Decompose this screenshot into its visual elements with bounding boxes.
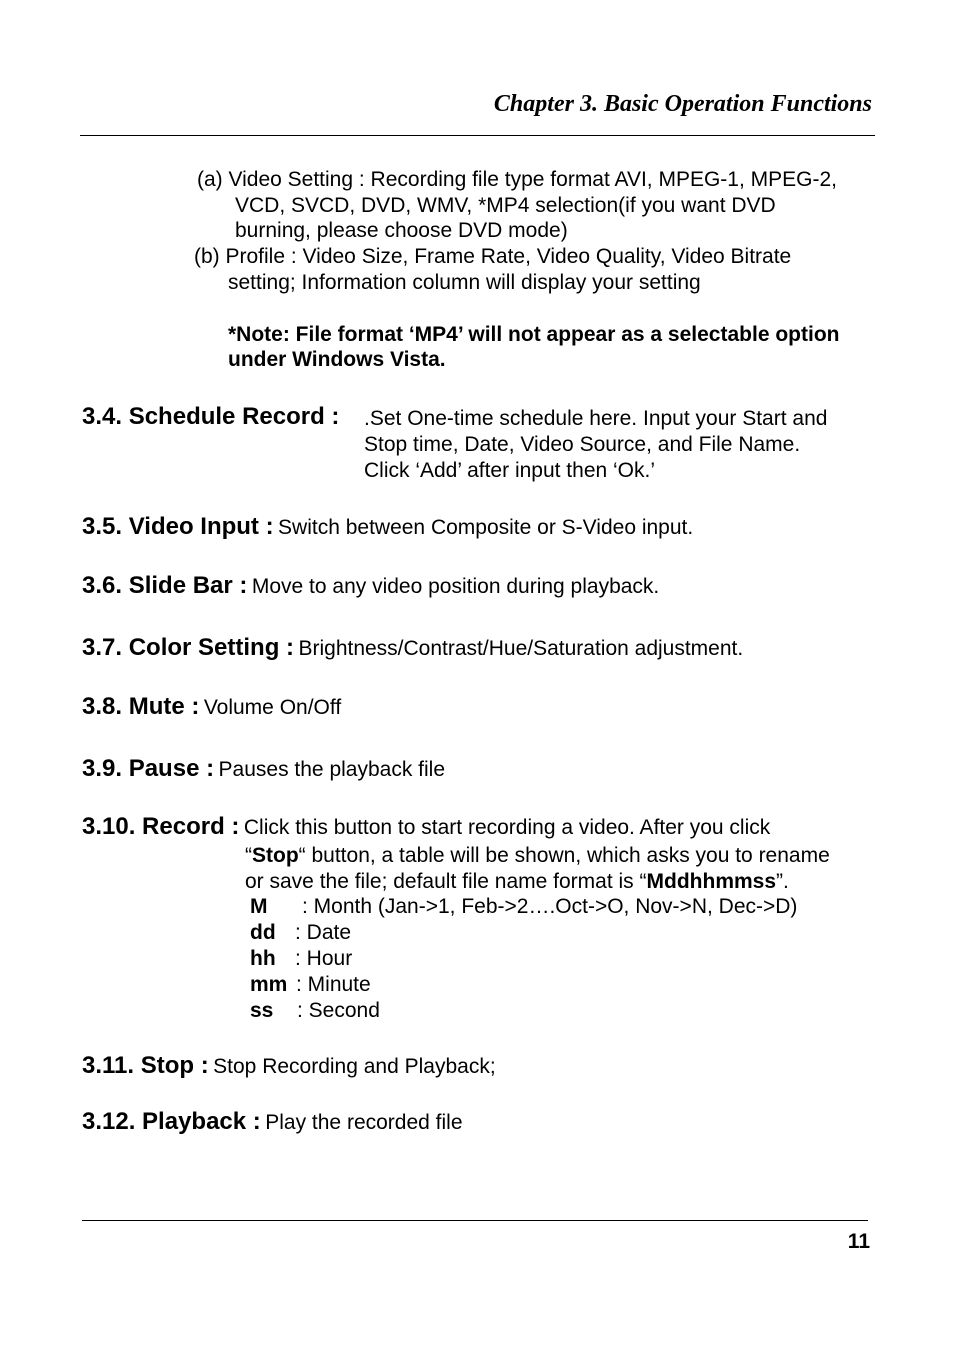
color-setting-heading: 3.7. Color Setting : bbox=[82, 634, 295, 661]
stop-heading: 3.11. Stop : bbox=[82, 1052, 209, 1079]
color-setting-item bbox=[82, 634, 743, 662]
video-setting-line-2: VCD, SVCD, DVD, WMV, *MP4 selection(if you want DVD bbox=[235, 194, 776, 217]
note-line-1: *Note: File format ‘MP4’ will not appear as a selectable option bbox=[228, 323, 840, 346]
format-desc: : Month (Jan->1, Feb->2….Oct->O, Nov->N, Dec->D) bbox=[302, 895, 798, 918]
format-key: M bbox=[250, 895, 268, 918]
stop-keyword: Stop bbox=[252, 844, 299, 867]
mute-heading: 3.8. Mute : bbox=[82, 693, 200, 720]
record-line-3-pre: or save the file; default file name format is “ bbox=[245, 870, 647, 893]
header-rule bbox=[80, 135, 875, 136]
chapter-title: Chapter 3. Basic Operation Functions bbox=[493, 91, 872, 117]
format-desc: : Second bbox=[297, 999, 380, 1022]
slide-bar-item bbox=[82, 572, 659, 600]
format-desc: : Hour bbox=[295, 947, 353, 970]
format-row-month bbox=[250, 894, 797, 920]
pause-heading: 3.9. Pause : bbox=[82, 755, 215, 782]
record-line-3-post: ”. bbox=[776, 870, 789, 893]
record-quote-open: “ bbox=[245, 844, 252, 867]
format-key: dd bbox=[250, 921, 276, 944]
format-row-hour bbox=[250, 946, 352, 972]
record-line-2-rest: “ button, a table will be shown, which asks you to rename bbox=[298, 844, 830, 867]
record-heading: 3.10. Record : bbox=[82, 813, 240, 840]
record-line-2 bbox=[245, 843, 830, 869]
stop-desc: Stop Recording and Playback; bbox=[213, 1055, 496, 1078]
record-item bbox=[82, 813, 770, 841]
slide-bar-heading: 3.6. Slide Bar : bbox=[82, 572, 248, 599]
playback-item bbox=[82, 1108, 463, 1136]
format-desc: : Date bbox=[295, 921, 352, 944]
pause-desc: Pauses the playback file bbox=[218, 758, 445, 781]
stop-item bbox=[82, 1052, 496, 1080]
note-line-2: under Windows Vista. bbox=[228, 348, 446, 371]
page-number: 11 bbox=[847, 1230, 870, 1253]
schedule-record-line-1: .Set One-time schedule here. Input your Start and bbox=[364, 407, 828, 430]
mute-desc: Volume On/Off bbox=[203, 696, 342, 719]
pause-item bbox=[82, 755, 445, 783]
video-input-heading: 3.5. Video Input : bbox=[82, 513, 274, 540]
record-line-3 bbox=[245, 869, 789, 895]
record-line-1: Click this button to start recording a video. After you click bbox=[243, 816, 771, 839]
format-row-second bbox=[250, 998, 380, 1024]
format-row-date bbox=[250, 920, 351, 946]
video-input-desc: Switch between Composite or S-Video input. bbox=[278, 516, 694, 539]
format-key: ss bbox=[250, 999, 274, 1022]
footer-rule bbox=[82, 1220, 868, 1221]
format-row-minute bbox=[250, 972, 371, 998]
schedule-record-line-2: Stop time, Date, Video Source, and File Name. bbox=[364, 433, 801, 456]
playback-heading: 3.12. Playback : bbox=[82, 1108, 261, 1135]
playback-desc: Play the recorded file bbox=[265, 1111, 463, 1134]
video-input-item bbox=[82, 513, 693, 541]
color-setting-desc: Brightness/Contrast/Hue/Saturation adjustment. bbox=[298, 637, 744, 660]
slide-bar-desc: Move to any video position during playback. bbox=[251, 575, 660, 598]
profile-line-2: setting; Information column will display your setting bbox=[228, 271, 701, 294]
filename-format: Mddhhmmss bbox=[646, 870, 777, 893]
schedule-record-line-3: Click ‘Add’ after input then ‘Ok.’ bbox=[364, 459, 656, 482]
video-setting-line-1: (a) Video Setting : Recording file type format AVI, MPEG-1, MPEG-2, bbox=[197, 168, 837, 191]
profile-line-1: (b) Profile : Video Size, Frame Rate, Video Quality, Video Bitrate bbox=[194, 245, 792, 268]
format-key: mm bbox=[250, 973, 288, 996]
schedule-record-heading: 3.4. Schedule Record : bbox=[82, 403, 340, 430]
format-key: hh bbox=[250, 947, 276, 970]
video-setting-line-3: burning, please choose DVD mode) bbox=[235, 219, 568, 242]
mute-item bbox=[82, 693, 341, 721]
format-desc: : Minute bbox=[296, 973, 371, 996]
